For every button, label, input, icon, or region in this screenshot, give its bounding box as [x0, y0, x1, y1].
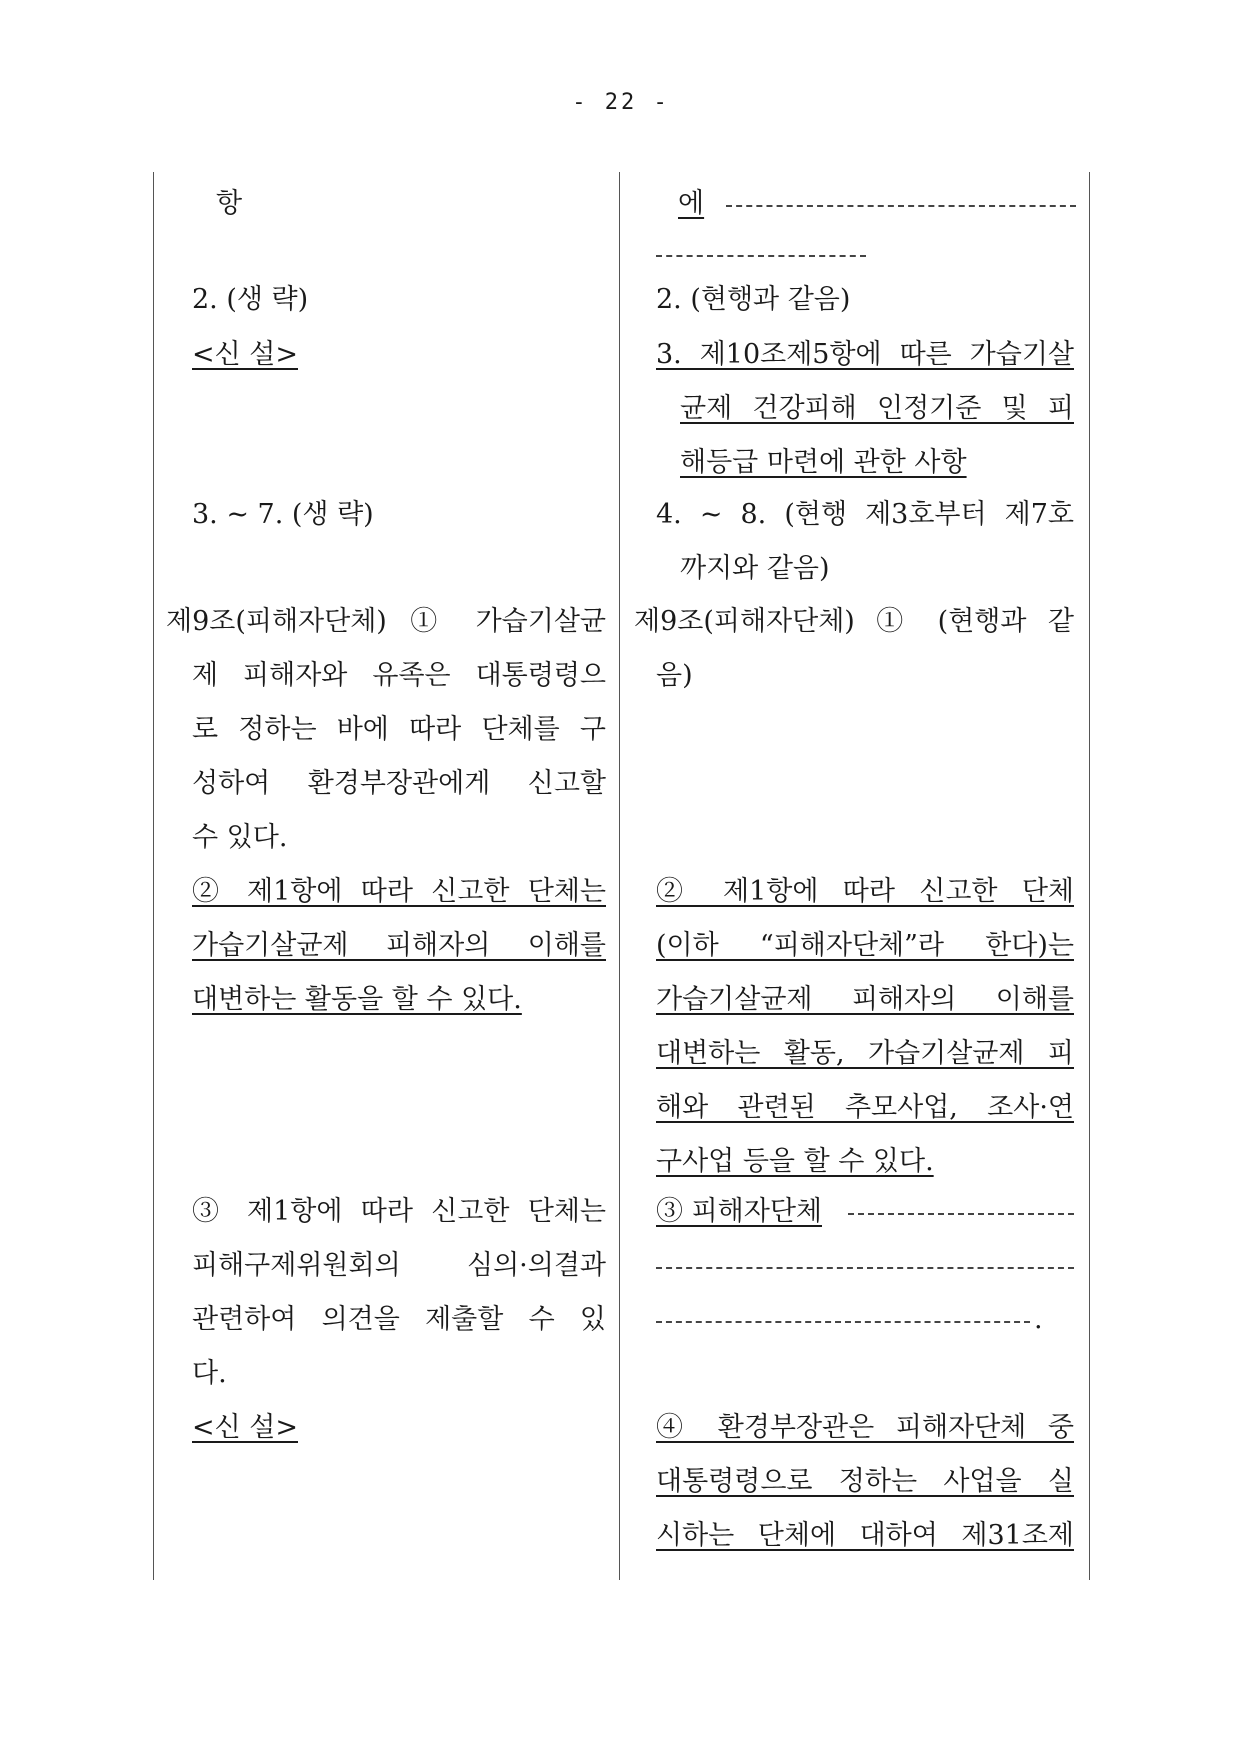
text-line: <신 설> — [192, 1412, 298, 1443]
table-column-divider — [619, 172, 620, 1580]
text-line: ② 제1항에 따라 신고한 단체는 — [192, 876, 606, 907]
text-line: 다. — [192, 1358, 227, 1389]
text-line: 가습기살균제 피해자의 이해를 — [656, 984, 1074, 1015]
omission-dash — [656, 255, 866, 257]
text-line: 제9조(피해자단체) ① (현행과 같 — [634, 606, 1074, 637]
text-line: 대변하는 활동, 가습기살균제 피 — [656, 1038, 1074, 1069]
omission-dash — [656, 1267, 1074, 1269]
text-line: 수 있다. — [192, 822, 288, 853]
omission-dash — [656, 1321, 1030, 1323]
text-line: 4. ~ 8. (현행 제3호부터 제7호 — [656, 499, 1074, 530]
text-line: . — [1034, 1304, 1043, 1335]
text-line: 대통령령으로 정하는 사업을 실 — [656, 1466, 1074, 1497]
text-line: 3. ~ 7. (생 략) — [192, 499, 374, 530]
text-line: ② 제1항에 따라 신고한 단체 — [656, 876, 1074, 907]
omission-dash — [726, 205, 1076, 207]
text-line: <신 설> — [192, 339, 298, 370]
text-line: 균제 건강피해 인정기준 및 피 — [680, 393, 1074, 424]
text-line: 시하는 단체에 대하여 제31조제 — [656, 1520, 1074, 1551]
text-line: 2. (현행과 같음) — [656, 284, 851, 315]
text-line: ③ 피해자단체 — [656, 1196, 822, 1227]
table-border-left — [153, 172, 154, 1580]
text-line: 제 피해자와 유족은 대통령령으 — [192, 660, 606, 691]
text-line: 대변하는 활동을 할 수 있다. — [192, 984, 522, 1015]
page-number: - 22 - — [572, 90, 670, 115]
omission-dash — [848, 1213, 1074, 1215]
text-line: (이하 “피해자단체”라 한다)는 — [656, 930, 1074, 961]
text-line: 구사업 등을 할 수 있다. — [656, 1146, 934, 1177]
text-line: 에 — [678, 188, 705, 219]
text-line: 3. 제10조제5항에 따른 가습기살 — [656, 339, 1074, 370]
text-line: 까지와 같음) — [680, 553, 830, 584]
text-line: ④ 환경부장관은 피해자단체 중 — [656, 1412, 1074, 1443]
text-line: ③ 제1항에 따라 신고한 단체는 — [192, 1196, 606, 1227]
text-line: 제9조(피해자단체) ① 가습기살균 — [166, 606, 606, 637]
text-line: 2. (생 략) — [192, 284, 309, 315]
text-line: 성하여 환경부장관에게 신고할 — [192, 768, 606, 799]
text-line: 해등급 마련에 관한 사항 — [680, 447, 967, 478]
text-line: 항 — [216, 188, 243, 219]
table-border-right — [1089, 172, 1090, 1580]
text-line: 음) — [656, 660, 693, 691]
text-line: 관련하여 의견을 제출할 수 있 — [192, 1304, 606, 1335]
text-line: 해와 관련된 추모사업, 조사·연 — [656, 1092, 1074, 1123]
text-line: 가습기살균제 피해자의 이해를 — [192, 930, 606, 961]
text-line: 로 정하는 바에 따라 단체를 구 — [192, 714, 606, 745]
text-line: 피해구제위원회의 심의·의결과 — [192, 1250, 606, 1281]
